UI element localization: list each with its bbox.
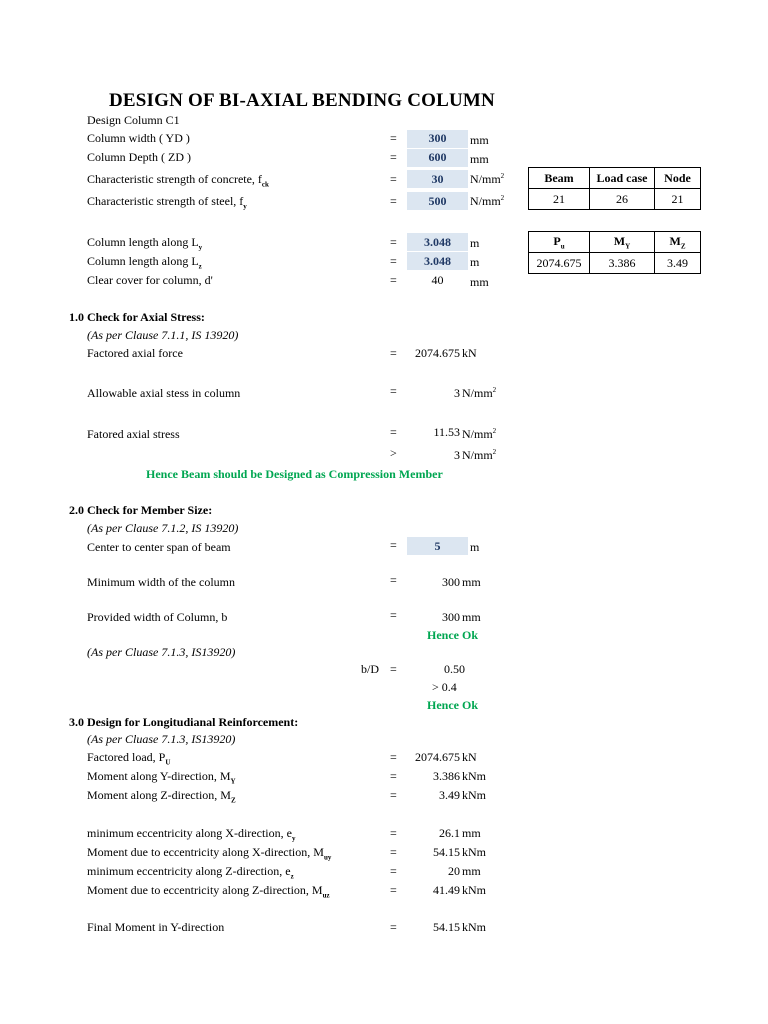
unit-mm: mm	[470, 152, 489, 166]
equals-sign: =	[390, 538, 397, 552]
unit-nmm2: $N/mm^2$	[470, 172, 505, 186]
unit-knm: kNm	[462, 883, 486, 897]
hence-ok-1: Hence Ok	[427, 628, 478, 642]
equals-sign: =	[390, 920, 397, 934]
provided-width-label: Provided width of Column, b	[87, 610, 228, 624]
ey-value: 26.1	[439, 826, 460, 840]
width-label: Column width ( YD )	[87, 131, 190, 145]
depth-value[interactable]: 600	[428, 150, 447, 164]
fck-value[interactable]: 30	[431, 172, 444, 186]
header-load-case: Load case	[590, 168, 655, 189]
unit-knm: kNm	[462, 788, 486, 802]
unit-knm: kNm	[462, 920, 486, 934]
fck-label: Characteristic strength of concrete, $f_{ck}$	[87, 172, 269, 189]
cell-mz: 3.49	[655, 253, 701, 274]
unit-nmm2: $N/mm^2$	[462, 427, 497, 441]
ez-value: 20	[448, 864, 460, 878]
header-beam: Beam	[529, 168, 590, 189]
bd-value: 0.50	[444, 662, 465, 676]
my-label: Moment along Y-direction, $M_Y$	[87, 769, 236, 786]
cover-label: Clear cover for column, d'	[87, 273, 213, 287]
provided-width-value: 300	[442, 610, 460, 624]
allowable-stress-value: 3	[454, 386, 460, 400]
equals-sign: =	[390, 131, 397, 145]
final-moment-value: 54.15	[433, 920, 460, 934]
unit-nmm2: $N/mm^2$	[462, 448, 497, 462]
equals-sign: =	[390, 769, 397, 783]
unit-knm: kNm	[462, 845, 486, 859]
hence-ok-2: Hence Ok	[427, 698, 478, 712]
factored-stress-value: 11.53	[433, 425, 460, 439]
muz-value: 41.49	[433, 883, 460, 897]
unit-m: m	[470, 255, 480, 269]
final-moment-label: Final Moment in Y-direction	[87, 920, 225, 934]
unit-knm: kNm	[462, 769, 486, 783]
unit-mm: mm	[462, 575, 481, 589]
axial-force-value: 2074.675	[415, 346, 460, 360]
force-table	[528, 231, 701, 274]
equals-sign: =	[390, 235, 397, 249]
unit-mm: mm	[470, 275, 489, 289]
equals-sign: =	[390, 384, 397, 398]
section2-heading: 2.0 Check for Member Size:	[69, 503, 213, 517]
cell-pu: 2074.675	[529, 253, 590, 274]
design-column-label: Design Column C1	[87, 113, 180, 127]
equals-sign: =	[390, 254, 397, 268]
muy-value: 54.15	[433, 845, 460, 859]
equals-sign: =	[390, 750, 397, 764]
section3-heading: 3.0 Design for Longitudianal Reinforcement:	[69, 715, 299, 729]
page-title: DESIGN OF BI-AXIAL BENDING COLUMN	[109, 90, 495, 111]
equals-sign: =	[390, 826, 397, 840]
mz-label: Moment along Z-direction, $M_Z$	[87, 788, 236, 805]
equals-sign: =	[390, 573, 397, 587]
equals-sign: =	[390, 194, 397, 208]
unit-kn: kN	[462, 346, 477, 360]
fy-value[interactable]: 500	[428, 194, 447, 208]
equals-sign: =	[390, 346, 397, 360]
my-value: 3.386	[433, 769, 460, 783]
unit-nmm2: $N/mm^2$	[462, 386, 497, 400]
greater-than-value: 3	[454, 448, 460, 462]
header-my: $M_Y$	[590, 232, 655, 253]
equals-sign: =	[390, 662, 397, 676]
load-case-table	[528, 167, 701, 210]
ez-label: minimum eccentricity along Z-direction, $e_z$	[87, 864, 294, 881]
unit-mm: mm	[462, 610, 481, 624]
greater-than-sign: >	[390, 446, 397, 460]
allowable-stress-label: Allowable axial stess in column	[87, 386, 241, 400]
cell-beam: 21	[529, 189, 590, 210]
section2-clause-2: (As per Cluase 7.1.3, IS13920)	[87, 645, 236, 659]
section2-clause: (As per Clause 7.1.2, IS 13920)	[87, 521, 239, 535]
unit-nmm2: $N/mm^2$	[470, 194, 505, 208]
bd-limit: > 0.4	[432, 680, 457, 694]
unit-kn: kN	[462, 750, 477, 764]
equals-sign: =	[390, 425, 397, 439]
lz-value[interactable]: 3.048	[424, 254, 451, 268]
ly-label: Column length along $L_y$	[87, 235, 203, 252]
axial-force-label: Factored axial force	[87, 346, 183, 360]
unit-mm: mm	[462, 864, 481, 878]
header-mz: $M_Z$	[655, 232, 701, 253]
equals-sign: =	[390, 788, 397, 802]
ey-label: minimum eccentricity along X-direction, $e_y$	[87, 826, 296, 843]
cell-node: 21	[655, 189, 701, 210]
lz-label: Column length along $L_z$	[87, 254, 202, 271]
unit-m: m	[470, 236, 480, 250]
equals-sign: =	[390, 883, 397, 897]
mz-value: 3.49	[439, 788, 460, 802]
header-pu: $P_u$	[529, 232, 590, 253]
fy-label: Characteristic strength of steel, $f_y$	[87, 194, 247, 211]
width-value[interactable]: 300	[428, 131, 447, 145]
ly-value[interactable]: 3.048	[424, 235, 451, 249]
section3-clause: (As per Cluase 7.1.3, IS13920)	[87, 732, 236, 746]
equals-sign: =	[390, 172, 397, 186]
section1-heading: 1.0 Check for Axial Stress:	[69, 310, 205, 324]
section1-clause: (As per Clause 7.1.1, IS 13920)	[87, 328, 239, 342]
pu-value: 2074.675	[415, 750, 460, 764]
unit-mm: mm	[470, 133, 489, 147]
min-width-value: 300	[442, 575, 460, 589]
min-width-label: Minimum width of the column	[87, 575, 235, 589]
header-node: Node	[655, 168, 701, 189]
span-label: Center to center span of beam	[87, 540, 231, 554]
equals-sign: =	[390, 273, 397, 287]
equals-sign: =	[390, 150, 397, 164]
equals-sign: =	[390, 845, 397, 859]
unit-m: m	[470, 540, 480, 554]
pu-label: Factored load, $P_U$	[87, 750, 171, 767]
depth-label: Column Depth ( ZD )	[87, 150, 191, 164]
cover-value[interactable]: 40	[431, 273, 444, 287]
muz-label: Moment due to eccentricity along Z-direction, $M_{uz}$	[87, 883, 330, 900]
compression-member-conclusion: Hence Beam should be Designed as Compression Member	[146, 467, 443, 481]
cell-load-case: 26	[590, 189, 655, 210]
muy-label: Moment due to eccentricity along X-direction, $M_{uy}$	[87, 845, 332, 862]
factored-stress-label: Fatored axial stress	[87, 427, 180, 441]
bd-label: b/D	[361, 662, 379, 676]
span-value[interactable]: 5	[434, 539, 441, 553]
unit-mm: mm	[462, 826, 481, 840]
cell-my: 3.386	[590, 253, 655, 274]
equals-sign: =	[390, 608, 397, 622]
equals-sign: =	[390, 864, 397, 878]
